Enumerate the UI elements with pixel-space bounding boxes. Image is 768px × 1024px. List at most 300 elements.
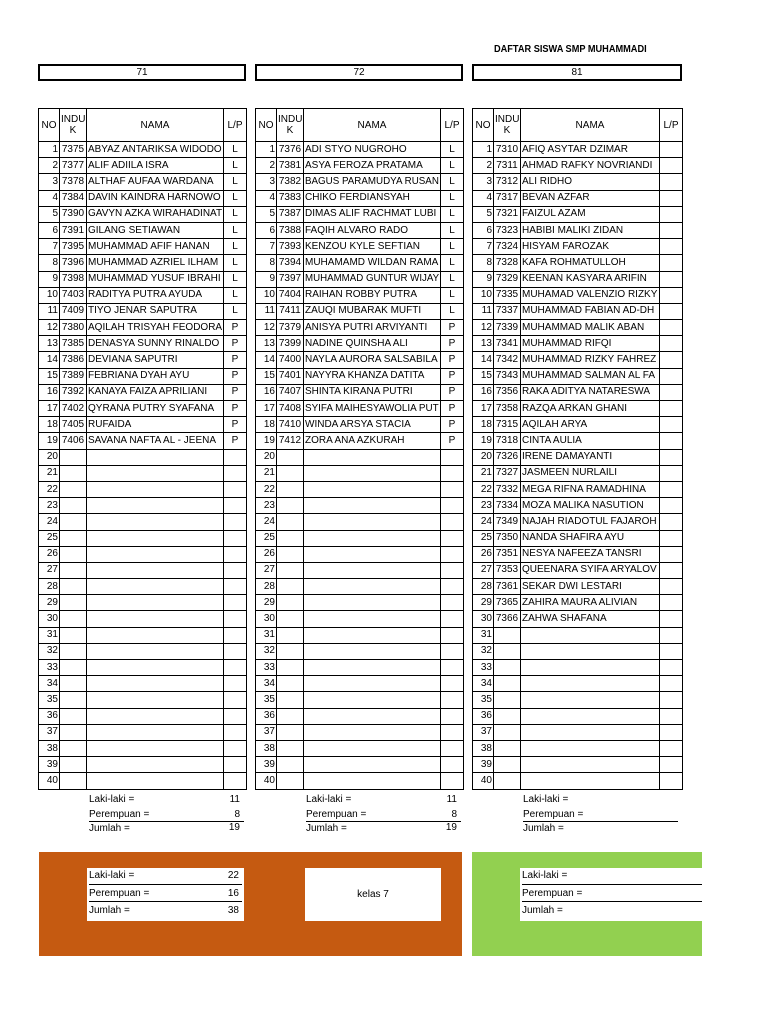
table-row	[39, 627, 247, 643]
row-no	[39, 562, 60, 578]
row-nama-text: MUHAMMAD FABIAN AD-DH	[522, 305, 655, 317]
row-nama	[521, 142, 660, 158]
row-induk	[60, 206, 87, 222]
row-nama-text: ZAHIRA MAURA ALIVIAN	[522, 596, 638, 608]
row-no-text: 5	[269, 208, 275, 220]
row-induk	[60, 546, 87, 562]
row-nama-text: WINDA ARSYA STACIA	[305, 418, 411, 430]
table-row	[256, 417, 464, 433]
row-induk-text: 7387	[278, 208, 302, 220]
row-nama	[87, 660, 224, 676]
row-induk	[277, 190, 304, 206]
jumlah-label: Jumlah =	[306, 823, 347, 834]
row-no-text: 38	[263, 742, 275, 754]
row-induk-text: 7366	[495, 613, 519, 625]
row-no-text: 4	[52, 192, 58, 204]
table-row	[473, 595, 683, 611]
row-no-text: 32	[46, 645, 58, 657]
class-header-72: 72	[255, 64, 463, 81]
table-row	[256, 384, 464, 400]
table-row	[39, 433, 247, 449]
row-nama-text: HISYAM FAROZAK	[522, 240, 610, 252]
row-lp	[224, 206, 247, 222]
row-no	[473, 320, 494, 336]
row-lp	[441, 660, 464, 676]
kelas7-summary-panel	[39, 852, 462, 956]
row-induk	[60, 724, 87, 740]
row-induk	[60, 174, 87, 190]
row-induk-text: 7358	[495, 402, 519, 414]
row-lp	[224, 417, 247, 433]
row-nama	[521, 627, 660, 643]
row-lp-text: L	[449, 208, 455, 220]
table-row	[473, 368, 683, 384]
row-nama	[521, 174, 660, 190]
row-induk	[60, 595, 87, 611]
row-lp-text: P	[231, 354, 239, 366]
row-nama	[304, 320, 441, 336]
row-no-text: 26	[480, 548, 492, 560]
table-row	[256, 433, 464, 449]
row-lp	[660, 352, 683, 368]
row-lp	[224, 708, 247, 724]
table-row	[473, 449, 683, 465]
row-induk	[494, 611, 521, 627]
row-induk	[494, 498, 521, 514]
row-no	[473, 433, 494, 449]
row-lp	[224, 498, 247, 514]
table-row	[39, 449, 247, 465]
row-no-text: 2	[486, 159, 492, 171]
laki-label: Laki-laki =	[306, 794, 352, 805]
row-induk	[60, 562, 87, 578]
row-no-text: 35	[46, 693, 58, 705]
row-nama	[304, 417, 441, 433]
table-row	[39, 401, 247, 417]
table-row	[256, 498, 464, 514]
row-no	[256, 757, 277, 773]
row-nama	[87, 368, 224, 384]
row-no-text: 1	[52, 143, 58, 155]
row-lp	[660, 368, 683, 384]
row-no-text: 37	[263, 726, 275, 738]
kelas7-label: kelas 7	[305, 868, 441, 921]
row-nama-text: NESYA NAFEEZA TANSRI	[522, 548, 642, 560]
row-lp	[441, 708, 464, 724]
row-nama	[521, 514, 660, 530]
row-induk-text: 7353	[495, 564, 519, 576]
row-nama-text: RAIHAN ROBBY PUTRA	[305, 289, 418, 301]
row-induk	[494, 142, 521, 158]
row-no-text: 28	[480, 580, 492, 592]
row-no-text: 6	[269, 224, 275, 236]
row-lp	[224, 174, 247, 190]
row-nama	[304, 546, 441, 562]
row-nama	[87, 142, 224, 158]
row-no-text: 3	[269, 175, 275, 187]
row-induk-text: 7398	[61, 273, 85, 285]
row-induk	[494, 368, 521, 384]
row-no	[256, 773, 277, 789]
row-induk-text: 7310	[495, 143, 519, 155]
row-no-text: 18	[46, 418, 58, 430]
row-nama	[521, 643, 660, 659]
row-lp	[224, 190, 247, 206]
row-nama	[304, 757, 441, 773]
row-induk-text: 7323	[495, 224, 519, 236]
row-induk-text: 7388	[278, 224, 302, 236]
row-no	[39, 352, 60, 368]
table-row	[256, 724, 464, 740]
row-no	[256, 676, 277, 692]
row-lp-text: L	[232, 143, 238, 155]
row-induk	[494, 579, 521, 595]
row-no	[39, 660, 60, 676]
row-no-text: 40	[46, 774, 58, 786]
row-no-text: 37	[46, 726, 58, 738]
row-nama	[87, 676, 224, 692]
row-no	[39, 724, 60, 740]
row-no-text: 34	[263, 677, 275, 689]
table-row	[39, 514, 247, 530]
row-no	[39, 449, 60, 465]
row-induk	[277, 579, 304, 595]
row-lp-text: P	[448, 402, 456, 414]
row-no-text: 39	[46, 758, 58, 770]
header-nama: NAMA	[304, 109, 441, 142]
row-no-text: 7	[269, 240, 275, 252]
row-induk	[60, 676, 87, 692]
row-nama-text: FAQIH ALVARO RADO	[305, 224, 408, 236]
row-no	[39, 206, 60, 222]
row-induk	[60, 757, 87, 773]
table-row	[473, 498, 683, 514]
row-no	[256, 546, 277, 562]
row-nama	[87, 239, 224, 255]
row-induk-text: 7394	[278, 256, 302, 268]
row-nama	[521, 481, 660, 497]
row-nama-text: IRENE DAMAYANTI	[522, 451, 613, 463]
row-no	[39, 368, 60, 384]
row-nama-text: DIMAS ALIF RACHMAT LUBI	[305, 208, 437, 220]
row-lp	[441, 692, 464, 708]
row-induk	[494, 481, 521, 497]
row-nama	[521, 449, 660, 465]
row-lp	[660, 773, 683, 789]
row-nama	[304, 303, 441, 319]
row-no	[473, 206, 494, 222]
table-row	[473, 514, 683, 530]
row-induk-text: 7365	[495, 596, 519, 608]
row-induk-text: 7311	[496, 159, 518, 171]
row-no-text: 5	[486, 208, 492, 220]
row-no-text: 33	[480, 661, 492, 673]
row-induk-text: 7341	[495, 337, 519, 349]
row-no-text: 30	[46, 613, 58, 625]
row-no	[473, 384, 494, 400]
row-lp	[660, 303, 683, 319]
row-no-text: 11	[47, 305, 58, 317]
row-no-text: 9	[269, 273, 275, 285]
row-lp	[660, 190, 683, 206]
row-nama	[87, 222, 224, 238]
row-nama-text: MUHAMMAD SALMAN AL FA	[522, 370, 655, 382]
row-induk	[277, 611, 304, 627]
row-induk	[277, 643, 304, 659]
row-no	[473, 660, 494, 676]
row-no	[256, 595, 277, 611]
row-lp	[224, 757, 247, 773]
table-row	[256, 514, 464, 530]
header-no: NO	[39, 109, 60, 142]
row-nama-text: AQILAH TRISYAH FEODORA	[88, 321, 223, 333]
row-nama	[304, 740, 441, 756]
row-no-text: 34	[480, 677, 492, 689]
row-induk	[60, 627, 87, 643]
row-no	[473, 708, 494, 724]
table-row	[256, 692, 464, 708]
row-no	[39, 708, 60, 724]
row-nama	[304, 627, 441, 643]
row-induk	[277, 724, 304, 740]
row-no-text: 38	[480, 742, 492, 754]
laki-label: Laki-laki =	[522, 870, 568, 881]
row-no-text: 9	[52, 273, 58, 285]
row-nama-text: ADI STYO NUGROHO	[305, 143, 407, 155]
row-no	[256, 660, 277, 676]
row-lp-text: L	[449, 175, 455, 187]
row-induk-text: 7410	[278, 418, 302, 430]
row-nama-text: GAVYN AZKA WIRAHADINAT	[88, 208, 223, 220]
table-row	[256, 368, 464, 384]
row-induk	[277, 433, 304, 449]
row-no	[256, 481, 277, 497]
row-induk	[277, 417, 304, 433]
sum-underline	[522, 901, 702, 902]
table-row	[473, 336, 683, 352]
row-no	[39, 676, 60, 692]
row-nama-text: KAFA ROHMATULLOH	[522, 256, 626, 268]
row-lp	[660, 206, 683, 222]
row-no-text: 7	[486, 240, 492, 252]
kelas8-totals-box	[520, 868, 702, 921]
row-lp	[441, 336, 464, 352]
row-induk	[277, 303, 304, 319]
row-induk	[494, 692, 521, 708]
row-lp	[441, 190, 464, 206]
row-induk-text: 7361	[495, 580, 519, 592]
row-no-text: 22	[46, 483, 58, 495]
row-nama	[521, 433, 660, 449]
row-no	[256, 740, 277, 756]
table-row	[473, 562, 683, 578]
table-row	[473, 433, 683, 449]
row-induk-text: 7380	[61, 321, 85, 333]
row-lp	[441, 757, 464, 773]
table-row	[473, 546, 683, 562]
row-induk-text: 7377	[61, 159, 85, 171]
row-induk	[60, 222, 87, 238]
row-lp	[224, 595, 247, 611]
row-no	[39, 498, 60, 514]
row-no-text: 25	[263, 532, 275, 544]
row-no	[39, 546, 60, 562]
row-no	[473, 611, 494, 627]
perempuan-label: Perempuan =	[89, 888, 150, 899]
table-row	[473, 579, 683, 595]
row-induk	[277, 255, 304, 271]
row-induk	[60, 271, 87, 287]
row-induk	[277, 336, 304, 352]
row-no	[256, 368, 277, 384]
row-induk-text: 7408	[278, 402, 302, 414]
row-no-text: 8	[269, 256, 275, 268]
row-nama	[521, 352, 660, 368]
row-no	[39, 401, 60, 417]
row-lp-text: L	[232, 256, 238, 268]
row-induk	[277, 287, 304, 303]
row-induk-text: 7402	[61, 402, 85, 414]
laki-label: Laki-laki =	[89, 870, 135, 881]
row-no-text: 1	[269, 143, 275, 155]
jumlah-value: 38	[227, 905, 239, 916]
row-induk	[277, 271, 304, 287]
row-nama	[304, 255, 441, 271]
row-lp-text: L	[232, 240, 238, 252]
row-induk	[60, 433, 87, 449]
row-lp	[441, 352, 464, 368]
row-nama	[304, 158, 441, 174]
row-nama	[521, 368, 660, 384]
row-no	[39, 530, 60, 546]
row-induk	[494, 158, 521, 174]
row-no-text: 22	[480, 483, 492, 495]
row-no	[473, 562, 494, 578]
row-no	[256, 190, 277, 206]
row-induk	[277, 384, 304, 400]
row-no-text: 15	[46, 370, 58, 382]
row-no	[473, 417, 494, 433]
row-lp	[660, 546, 683, 562]
row-induk-text: 7351	[495, 548, 519, 560]
row-nama	[304, 174, 441, 190]
row-no	[256, 174, 277, 190]
row-nama	[521, 465, 660, 481]
row-no	[256, 514, 277, 530]
row-no-text: 27	[263, 564, 275, 576]
row-induk-text: 7343	[495, 370, 519, 382]
table-row	[256, 627, 464, 643]
table-row	[39, 498, 247, 514]
row-no	[473, 757, 494, 773]
header-no: NO	[473, 109, 494, 142]
row-no	[473, 627, 494, 643]
perempuan-label: Perempuan =	[306, 809, 367, 820]
row-induk	[494, 643, 521, 659]
row-lp	[224, 222, 247, 238]
row-lp	[441, 239, 464, 255]
row-nama-text: BAGUS PARAMUDYA RUSAN	[305, 175, 439, 187]
row-lp-text: L	[449, 273, 455, 285]
row-induk-text: 7350	[495, 532, 519, 544]
row-nama	[304, 676, 441, 692]
row-lp	[441, 271, 464, 287]
row-no	[473, 239, 494, 255]
row-induk	[60, 320, 87, 336]
row-nama-text: CINTA AULIA	[522, 434, 582, 446]
row-no-text: 17	[480, 402, 492, 414]
table-row	[39, 643, 247, 659]
row-induk	[277, 595, 304, 611]
table-row	[39, 174, 247, 190]
row-no	[39, 222, 60, 238]
row-induk-text: 7405	[61, 418, 85, 430]
row-nama-text: RADITYA PUTRA AYUDA	[88, 289, 203, 301]
row-no	[473, 352, 494, 368]
row-nama	[521, 676, 660, 692]
jumlah-label: Jumlah =	[522, 905, 563, 916]
row-nama-text: MUHAMMAD AZRIEL ILHAM	[88, 256, 219, 268]
row-no-text: 26	[46, 548, 58, 560]
row-induk	[60, 142, 87, 158]
row-no	[473, 222, 494, 238]
row-no-text: 13	[480, 337, 492, 349]
row-nama	[304, 352, 441, 368]
row-induk	[277, 757, 304, 773]
row-no	[39, 643, 60, 659]
row-nama	[87, 611, 224, 627]
row-nama	[521, 206, 660, 222]
row-nama	[521, 530, 660, 546]
row-nama	[521, 287, 660, 303]
row-nama-text: NADINE QUINSHA ALI	[305, 337, 408, 349]
row-lp	[441, 303, 464, 319]
row-induk	[494, 724, 521, 740]
row-lp	[224, 271, 247, 287]
table-row	[473, 740, 683, 756]
table-row	[39, 595, 247, 611]
row-induk-text: 7324	[495, 240, 519, 252]
table-row	[473, 692, 683, 708]
table-row	[256, 255, 464, 271]
row-nama	[304, 401, 441, 417]
row-nama	[87, 498, 224, 514]
row-nama	[521, 660, 660, 676]
row-no	[256, 384, 277, 400]
jumlah-value: 19	[228, 822, 240, 833]
table-row	[256, 773, 464, 789]
row-induk-text: 7409	[61, 305, 85, 317]
row-induk	[60, 611, 87, 627]
row-lp	[441, 611, 464, 627]
row-nama-text: QUEENARA SYIFA ARYALOV	[522, 564, 657, 576]
row-no-text: 8	[52, 256, 58, 268]
row-nama	[521, 692, 660, 708]
row-induk-text: 7386	[61, 354, 85, 366]
table-row	[39, 303, 247, 319]
row-nama	[87, 206, 224, 222]
table-row	[473, 287, 683, 303]
row-lp	[441, 481, 464, 497]
row-no-text: 19	[263, 434, 275, 446]
row-lp	[660, 579, 683, 595]
row-lp	[660, 757, 683, 773]
table-row	[256, 190, 464, 206]
row-nama-text: NANDA SHAFIRA AYU	[522, 532, 625, 544]
row-nama	[304, 287, 441, 303]
row-nama	[521, 190, 660, 206]
row-no	[473, 158, 494, 174]
